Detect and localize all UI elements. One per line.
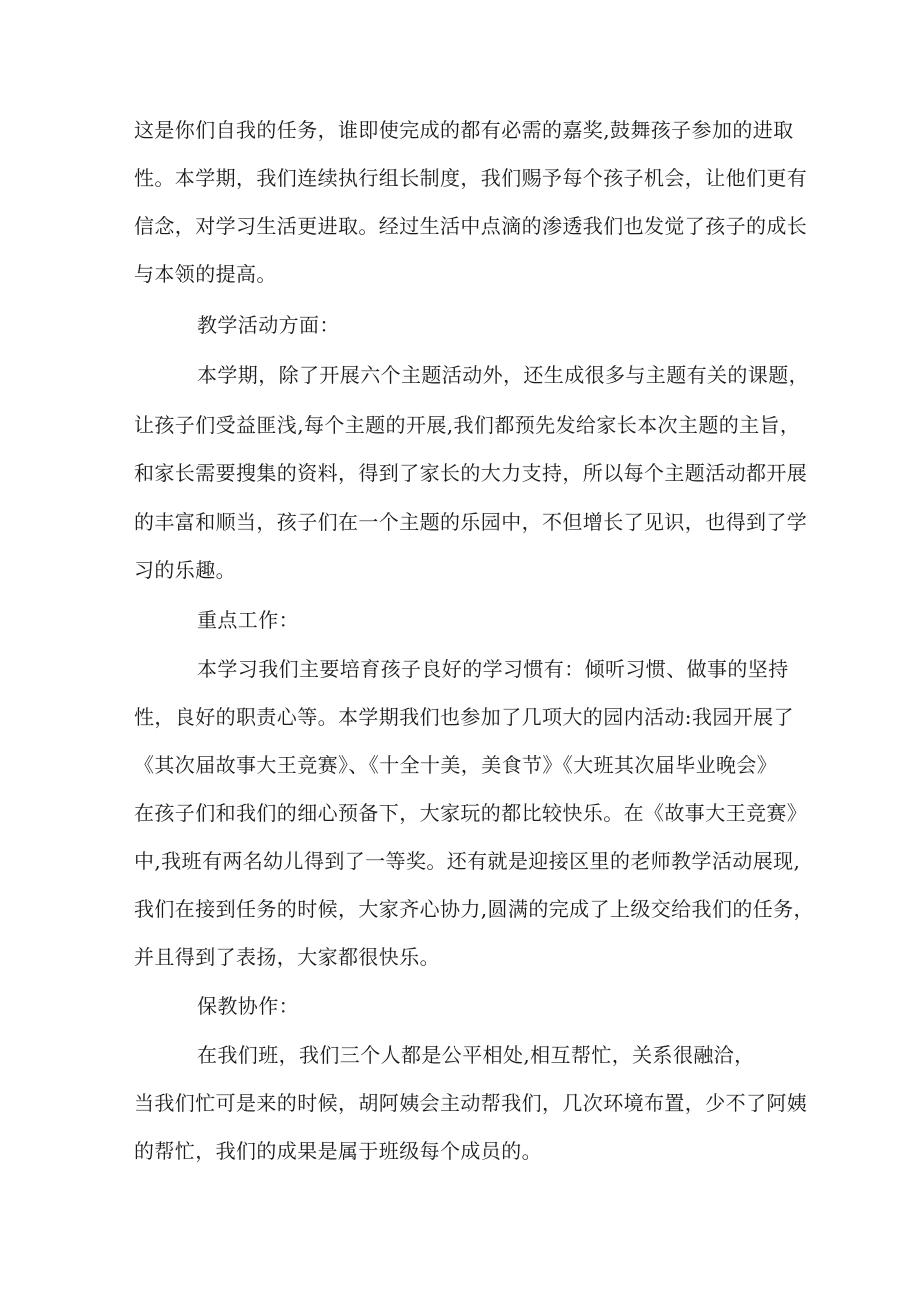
paragraph-line: 让孩子们受益匪浅,每个主题的开展,我们都预先发给家长本次主题的主旨，: [134, 413, 801, 437]
paragraph-line: 本学习我们主要培育孩子良好的学习惯有：倾听习惯、做事的坚持: [197, 657, 789, 681]
paragraph-line: 的帮忙，我们的成果是属于班级每个成员的。: [134, 1139, 542, 1163]
paragraph-line: 我们在接到任务的时候，大家齐心协力,圆满的完成了上级交给我们的任务，: [134, 897, 814, 921]
paragraph-line: 性。本学期，我们连续执行组长制度，我们赐予每个孩子机会，让他们更有: [134, 166, 808, 190]
paragraph-line: 并且得到了表扬，大家都很快乐。: [134, 945, 440, 969]
paragraph-line: 在孩子们和我们的细心预备下，大家玩的都比较快乐。在《故事大王竞赛》: [134, 801, 808, 825]
paragraph-line: 这是你们自我的任务，谁即使完成的都有必需的嘉奖,鼓舞孩子参加的进取: [134, 118, 794, 142]
section-heading: 保教协作：: [197, 994, 299, 1018]
paragraph-line: 当我们忙可是来的时候，胡阿姨会主动帮我们，几次环境布置，少不了阿姨: [134, 1091, 808, 1115]
paragraph-line: 中,我班有两名幼儿得到了一等奖。还有就是迎接区里的老师教学活动展现,: [134, 849, 801, 873]
paragraph-line: 和家长需要搜集的资料，得到了家长的大力支持，所以每个主题活动都开展: [134, 461, 808, 485]
paragraph-line: 习的乐趣。: [134, 558, 236, 582]
paragraph-line: 本学期，除了开展六个主题活动外，还生成很多与主题有关的课题，: [197, 363, 809, 387]
paragraph-line: 的丰富和顺当，孩子们在一个主题的乐园中，不但增长了见识，也得到了学: [134, 510, 808, 534]
paragraph-line: 性，良好的职责心等。本学期我们也参加了几项大的园内活动:我园开展了: [134, 705, 794, 729]
paragraph-line: 信念，对学习生活更进取。经过生活中点滴的渗透我们也发觉了孩子的成长: [134, 214, 808, 238]
paragraph-line: 与本领的提高。: [134, 262, 277, 286]
paragraph-line: 《其次届故事大王竞赛》、《十全十美，美食节》《大班其次届毕业晚会》: [134, 753, 778, 777]
section-heading: 教学活动方面：: [197, 313, 340, 337]
section-heading: 重点工作：: [197, 608, 299, 632]
paragraph-line: 在我们班，我们三个人都是公平相处,相互帮忙，关系很融洽，: [197, 1043, 755, 1067]
